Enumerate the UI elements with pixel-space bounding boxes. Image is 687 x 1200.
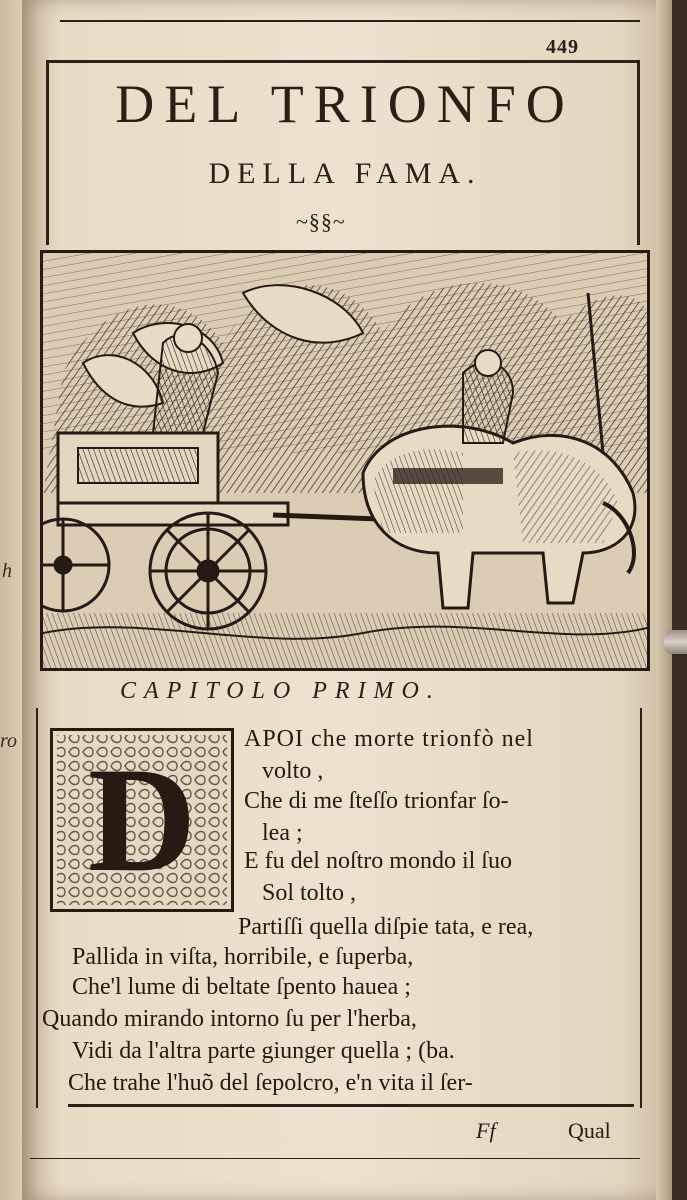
initial-letter: D bbox=[87, 737, 197, 903]
verse-line: volto , bbox=[262, 758, 324, 784]
decorated-initial bbox=[50, 728, 234, 912]
verse-line: Quando mirando intorno ſu per l'herba, bbox=[42, 1006, 417, 1032]
bottom-rule bbox=[68, 1104, 634, 1107]
verse-line: Vidi da l'altra parte giunger quella ; (ba. bbox=[72, 1038, 455, 1064]
verse-line: lea ; bbox=[262, 820, 303, 846]
signature-mark: Ff bbox=[476, 1118, 496, 1143]
page-title: DEL TRIONFO bbox=[115, 74, 575, 134]
page-edge bbox=[656, 0, 672, 1200]
page-number: 449 bbox=[546, 36, 579, 58]
verse-line: Partiſſi quella diſpie tata, e rea, bbox=[238, 914, 534, 940]
verse-line: Che'l lume di beltate ſpento hauea ; bbox=[72, 974, 411, 1000]
verse-line: APOI che morte trionfò nel bbox=[244, 726, 534, 752]
page-subtitle: DELLA FAMA. bbox=[208, 157, 482, 190]
verse-line: Che di me ſteſſo trionfar ſo- bbox=[244, 788, 509, 814]
verse-line: Sol tolto , bbox=[262, 880, 357, 906]
chapter-heading: CAPITOLO PRIMO. bbox=[120, 678, 441, 704]
top-rule bbox=[60, 20, 640, 22]
page-clip bbox=[664, 630, 687, 654]
bottom-rule-thin bbox=[30, 1158, 640, 1159]
prev-page-mark: ro bbox=[0, 730, 18, 752]
fleuron-ornament-icon: ~§§~ bbox=[296, 209, 346, 234]
prev-page-mark: h bbox=[2, 560, 12, 582]
catchword: Qual bbox=[568, 1118, 611, 1143]
verse-line: Pallida in viſta, horribile, e ſuperba, bbox=[72, 944, 414, 970]
verse-line: Che trahe l'huõ del ſepolcro, e'n vita il ſer- bbox=[68, 1070, 473, 1096]
woodcut-chariot-image bbox=[43, 253, 647, 668]
woodcut-illustration bbox=[40, 250, 650, 671]
verse-line: E fu del noſtro mondo il ſuo bbox=[244, 848, 512, 874]
